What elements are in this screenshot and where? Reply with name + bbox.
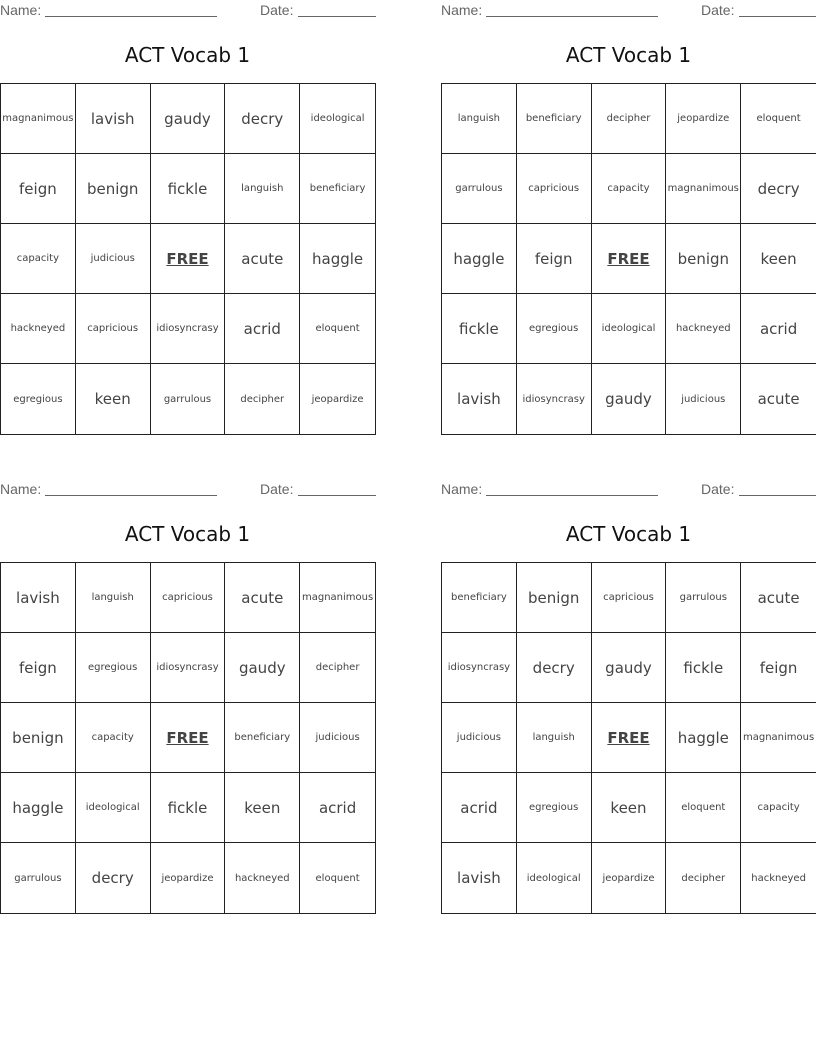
- bingo-cell: capacity: [1, 224, 76, 294]
- card-title: ACT Vocab 1: [124, 43, 251, 67]
- bingo-cell: judicious: [442, 703, 517, 773]
- date-line: [298, 16, 376, 17]
- bingo-cell: gaudy: [225, 633, 300, 703]
- bingo-cell: judicious: [300, 703, 375, 773]
- date-line: [298, 495, 376, 496]
- bingo-cell: haggle: [442, 224, 517, 294]
- bingo-cell: decry: [741, 154, 816, 224]
- bingo-cell: magnanimous: [1, 84, 76, 154]
- bingo-cell: egregious: [1, 364, 76, 434]
- name-label: Name:: [441, 481, 483, 497]
- bingo-cell: eloquent: [741, 84, 816, 154]
- bingo-cell: haggle: [666, 703, 741, 773]
- free-space: FREE: [151, 224, 226, 294]
- bingo-cell: haggle: [1, 773, 76, 843]
- free-space: FREE: [151, 703, 226, 773]
- bingo-cell: languish: [225, 154, 300, 224]
- bingo-cell: capricious: [76, 294, 151, 364]
- bingo-grid: [0, 83, 376, 435]
- bingo-cell: acute: [757, 390, 800, 408]
- date-line: [739, 495, 816, 496]
- bingo-cell: jeopardize: [666, 84, 741, 154]
- bingo-cell: fickle: [666, 633, 741, 703]
- bingo-cell: magnanimous: [741, 703, 816, 773]
- name-line: [486, 16, 658, 17]
- bingo-cell: jeopardize: [311, 393, 364, 405]
- date-label: Date:: [260, 2, 294, 18]
- bingo-grid: [441, 562, 816, 914]
- bingo-cell: feign: [1, 154, 76, 224]
- bingo-cell: jeopardize: [151, 843, 226, 913]
- bingo-cell: benign: [517, 563, 592, 633]
- card-header: [0, 0, 375, 22]
- bingo-cell: garrulous: [666, 563, 741, 633]
- bingo-cell: lavish: [1, 563, 76, 633]
- bingo-cell: egregious: [517, 294, 592, 364]
- bingo-cell: decipher: [300, 633, 375, 703]
- name-label: Name:: [0, 481, 42, 497]
- bingo-cell: lavish: [442, 364, 517, 434]
- bingo-cell: capacity: [592, 154, 667, 224]
- bingo-cell: hackneyed: [751, 872, 806, 884]
- bingo-cell: ideological: [300, 84, 375, 154]
- bingo-cell: egregious: [76, 633, 151, 703]
- date-label: Date:: [701, 2, 735, 18]
- bingo-cell: decipher: [666, 843, 741, 913]
- bingo-cell: acute: [741, 563, 816, 633]
- card-title: ACT Vocab 1: [565, 43, 692, 67]
- bingo-cell: egregious: [517, 773, 592, 843]
- bingo-cell: decry: [225, 84, 300, 154]
- bingo-cell: decry: [76, 843, 151, 913]
- bingo-cell: eloquent: [300, 294, 375, 364]
- bingo-cell: acute: [225, 563, 300, 633]
- bingo-cell: hackneyed: [666, 294, 741, 364]
- bingo-cell: idiosyncrasy: [151, 294, 226, 364]
- bingo-cell: keen: [225, 773, 300, 843]
- bingo-cell: capricious: [592, 563, 667, 633]
- bingo-cell: gaudy: [592, 633, 667, 703]
- bingo-cell: acrid: [442, 773, 517, 843]
- bingo-card: [441, 0, 816, 434]
- bingo-cell: hackneyed: [225, 843, 300, 913]
- bingo-cell: feign: [517, 224, 592, 294]
- bingo-cell: feign: [741, 633, 816, 703]
- bingo-cell: beneficiary: [300, 154, 375, 224]
- bingo-grid: [0, 562, 376, 914]
- bingo-cell: beneficiary: [442, 563, 517, 633]
- bingo-cell: capricious: [517, 154, 592, 224]
- name-label: Name:: [0, 2, 42, 18]
- card-header: [441, 479, 816, 501]
- bingo-cell: acrid: [741, 294, 816, 364]
- bingo-cell: jeopardize: [592, 843, 667, 913]
- bingo-cell: languish: [517, 703, 592, 773]
- bingo-cell: keen: [592, 773, 667, 843]
- bingo-cell: decipher: [225, 364, 300, 434]
- bingo-cell: garrulous: [151, 364, 226, 434]
- bingo-cell: gaudy: [151, 84, 226, 154]
- bingo-cell: lavish: [76, 84, 151, 154]
- card-title: ACT Vocab 1: [565, 522, 692, 546]
- bingo-cell: idiosyncrasy: [442, 633, 517, 703]
- bingo-grid: [441, 83, 816, 435]
- bingo-cell: fickle: [151, 154, 226, 224]
- bingo-cell: magnanimous: [300, 563, 375, 633]
- bingo-cell: haggle: [300, 224, 375, 294]
- bingo-cell: judicious: [666, 364, 741, 434]
- bingo-cell: ideological: [517, 843, 592, 913]
- free-space: FREE: [592, 703, 667, 773]
- bingo-cell: languish: [76, 563, 151, 633]
- bingo-cell: ideological: [592, 294, 667, 364]
- bingo-cell: feign: [1, 633, 76, 703]
- date-label: Date:: [701, 481, 735, 497]
- free-space: FREE: [592, 224, 667, 294]
- bingo-cell: beneficiary: [517, 84, 592, 154]
- bingo-cell: capacity: [741, 773, 816, 843]
- bingo-cell: eloquent: [315, 872, 360, 884]
- bingo-card: [441, 479, 816, 913]
- bingo-cell: acute: [225, 224, 300, 294]
- name-line: [45, 16, 217, 17]
- bingo-cell: lavish: [442, 843, 517, 913]
- bingo-cell: judicious: [76, 224, 151, 294]
- name-line: [486, 495, 658, 496]
- bingo-cell: keen: [741, 224, 816, 294]
- bingo-cell: eloquent: [666, 773, 741, 843]
- bingo-cell: capricious: [151, 563, 226, 633]
- bingo-cell: ideological: [76, 773, 151, 843]
- bingo-card: [0, 0, 375, 434]
- bingo-cell: magnanimous: [666, 154, 741, 224]
- bingo-cell: garrulous: [1, 843, 76, 913]
- date-line: [739, 16, 816, 17]
- card-header: [0, 479, 375, 501]
- bingo-cell: keen: [76, 364, 151, 434]
- bingo-cell: acrid: [225, 294, 300, 364]
- name-line: [45, 495, 217, 496]
- bingo-cell: benign: [666, 224, 741, 294]
- bingo-cell: idiosyncrasy: [517, 364, 592, 434]
- bingo-cell: benign: [76, 154, 151, 224]
- date-label: Date:: [260, 481, 294, 497]
- card-header: [441, 0, 816, 22]
- bingo-cell: languish: [442, 84, 517, 154]
- bingo-cell: decipher: [592, 84, 667, 154]
- bingo-cell: gaudy: [592, 364, 667, 434]
- bingo-cell: fickle: [442, 294, 517, 364]
- bingo-cell: beneficiary: [225, 703, 300, 773]
- bingo-cell: hackneyed: [1, 294, 76, 364]
- bingo-cell: acrid: [300, 773, 375, 843]
- bingo-cell: garrulous: [442, 154, 517, 224]
- card-title: ACT Vocab 1: [124, 522, 251, 546]
- bingo-cell: fickle: [151, 773, 226, 843]
- bingo-cell: benign: [1, 703, 76, 773]
- bingo-cell: decry: [517, 633, 592, 703]
- name-label: Name:: [441, 2, 483, 18]
- bingo-card: [0, 479, 375, 913]
- bingo-cell: capacity: [76, 703, 151, 773]
- bingo-cell: idiosyncrasy: [151, 633, 226, 703]
